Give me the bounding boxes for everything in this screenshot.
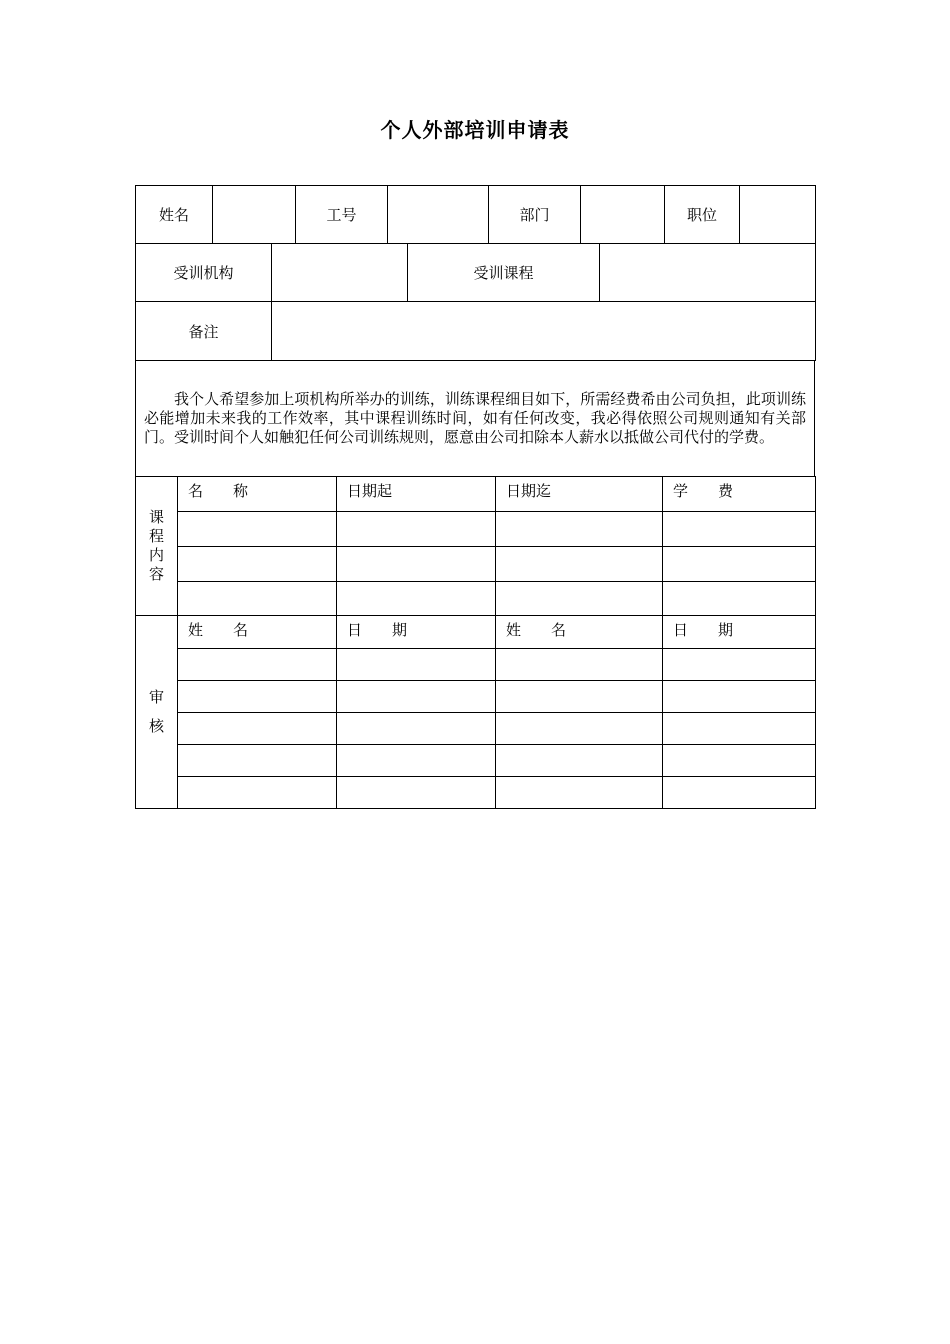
name-label: 姓名 <box>136 186 213 244</box>
table-cell[interactable] <box>337 547 496 582</box>
institution-label: 受训机构 <box>136 244 272 302</box>
table-cell[interactable] <box>496 649 663 681</box>
table-cell[interactable] <box>496 582 663 616</box>
table-cell[interactable] <box>178 713 337 745</box>
table-cell[interactable] <box>663 681 816 713</box>
table-cell[interactable] <box>178 512 337 547</box>
training-application-form <box>135 185 815 809</box>
course-field[interactable] <box>600 244 816 302</box>
table-cell[interactable] <box>496 713 663 745</box>
basic-info-row <box>135 185 816 244</box>
table-cell[interactable] <box>337 777 496 809</box>
table-cell[interactable] <box>178 547 337 582</box>
table-cell[interactable] <box>337 649 496 681</box>
table-cell[interactable] <box>663 713 816 745</box>
employee-id-label: 工号 <box>296 186 388 244</box>
table-cell[interactable] <box>178 777 337 809</box>
remarks-field[interactable] <box>272 302 816 361</box>
table-cell[interactable] <box>178 745 337 777</box>
table-cell[interactable] <box>178 681 337 713</box>
table-cell[interactable] <box>496 547 663 582</box>
audit-side-label <box>136 616 178 809</box>
end-date-header: 日期迄 <box>496 477 663 512</box>
statement-row <box>135 360 815 477</box>
training-info-row <box>135 243 816 302</box>
table-row <box>136 582 816 616</box>
department-field[interactable] <box>581 186 665 244</box>
table-row <box>136 649 816 681</box>
table-cell[interactable] <box>178 582 337 616</box>
table-row <box>136 681 816 713</box>
table-cell[interactable] <box>337 512 496 547</box>
tuition-header: 学 费 <box>663 477 816 512</box>
table-cell[interactable] <box>337 681 496 713</box>
table-cell[interactable] <box>663 777 816 809</box>
side-char: 审 <box>148 688 164 706</box>
course-content-side-label <box>136 477 178 616</box>
table-cell[interactable] <box>663 512 816 547</box>
remarks-row <box>135 301 816 361</box>
remarks-label: 备注 <box>136 302 272 361</box>
approver-name-header: 姓 名 <box>496 616 663 649</box>
table-row <box>136 745 816 777</box>
employee-id-field[interactable] <box>388 186 489 244</box>
table-row <box>136 713 816 745</box>
position-field[interactable] <box>740 186 816 244</box>
form-title: 个人外部培训申请表 <box>380 118 570 142</box>
table-cell[interactable] <box>496 681 663 713</box>
side-char: 课 <box>148 508 164 526</box>
reviewer-name-header: 姓 名 <box>178 616 337 649</box>
name-field[interactable] <box>213 186 296 244</box>
side-char: 容 <box>148 565 164 583</box>
statement-text: 我个人希望参加上项机构所举办的训练，训练课程细目如下，所需经费希由公司负担，此项训练必能增加未来我的工作效率，其中课程训练时间，如有任何改变，我必得依照公司规则通知有关部门。受训时间个人如触犯任何公司训练规则，愿意由公司扣除本人薪水以抵做公司代付的学费。 <box>136 361 815 477</box>
review-date-header: 日 期 <box>337 616 496 649</box>
table-row <box>136 547 816 582</box>
department-label: 部门 <box>489 186 581 244</box>
table-cell[interactable] <box>496 745 663 777</box>
table-cell[interactable] <box>663 745 816 777</box>
table-cell[interactable] <box>337 745 496 777</box>
table-cell[interactable] <box>663 649 816 681</box>
position-label: 职位 <box>665 186 740 244</box>
table-row <box>136 777 816 809</box>
side-char: 程 <box>148 527 164 545</box>
table-cell[interactable] <box>663 547 816 582</box>
approval-date-header: 日 期 <box>663 616 816 649</box>
course-content-table <box>135 476 816 616</box>
side-char: 核 <box>148 717 164 735</box>
course-label: 受训课程 <box>408 244 600 302</box>
course-name-header: 名 称 <box>178 477 337 512</box>
table-cell[interactable] <box>178 649 337 681</box>
table-cell[interactable] <box>337 582 496 616</box>
start-date-header: 日期起 <box>337 477 496 512</box>
table-cell[interactable] <box>663 582 816 616</box>
table-cell[interactable] <box>496 512 663 547</box>
table-cell[interactable] <box>337 713 496 745</box>
audit-table <box>135 615 816 809</box>
institution-field[interactable] <box>272 244 408 302</box>
table-cell[interactable] <box>496 777 663 809</box>
table-row <box>136 512 816 547</box>
side-char: 内 <box>148 546 164 564</box>
